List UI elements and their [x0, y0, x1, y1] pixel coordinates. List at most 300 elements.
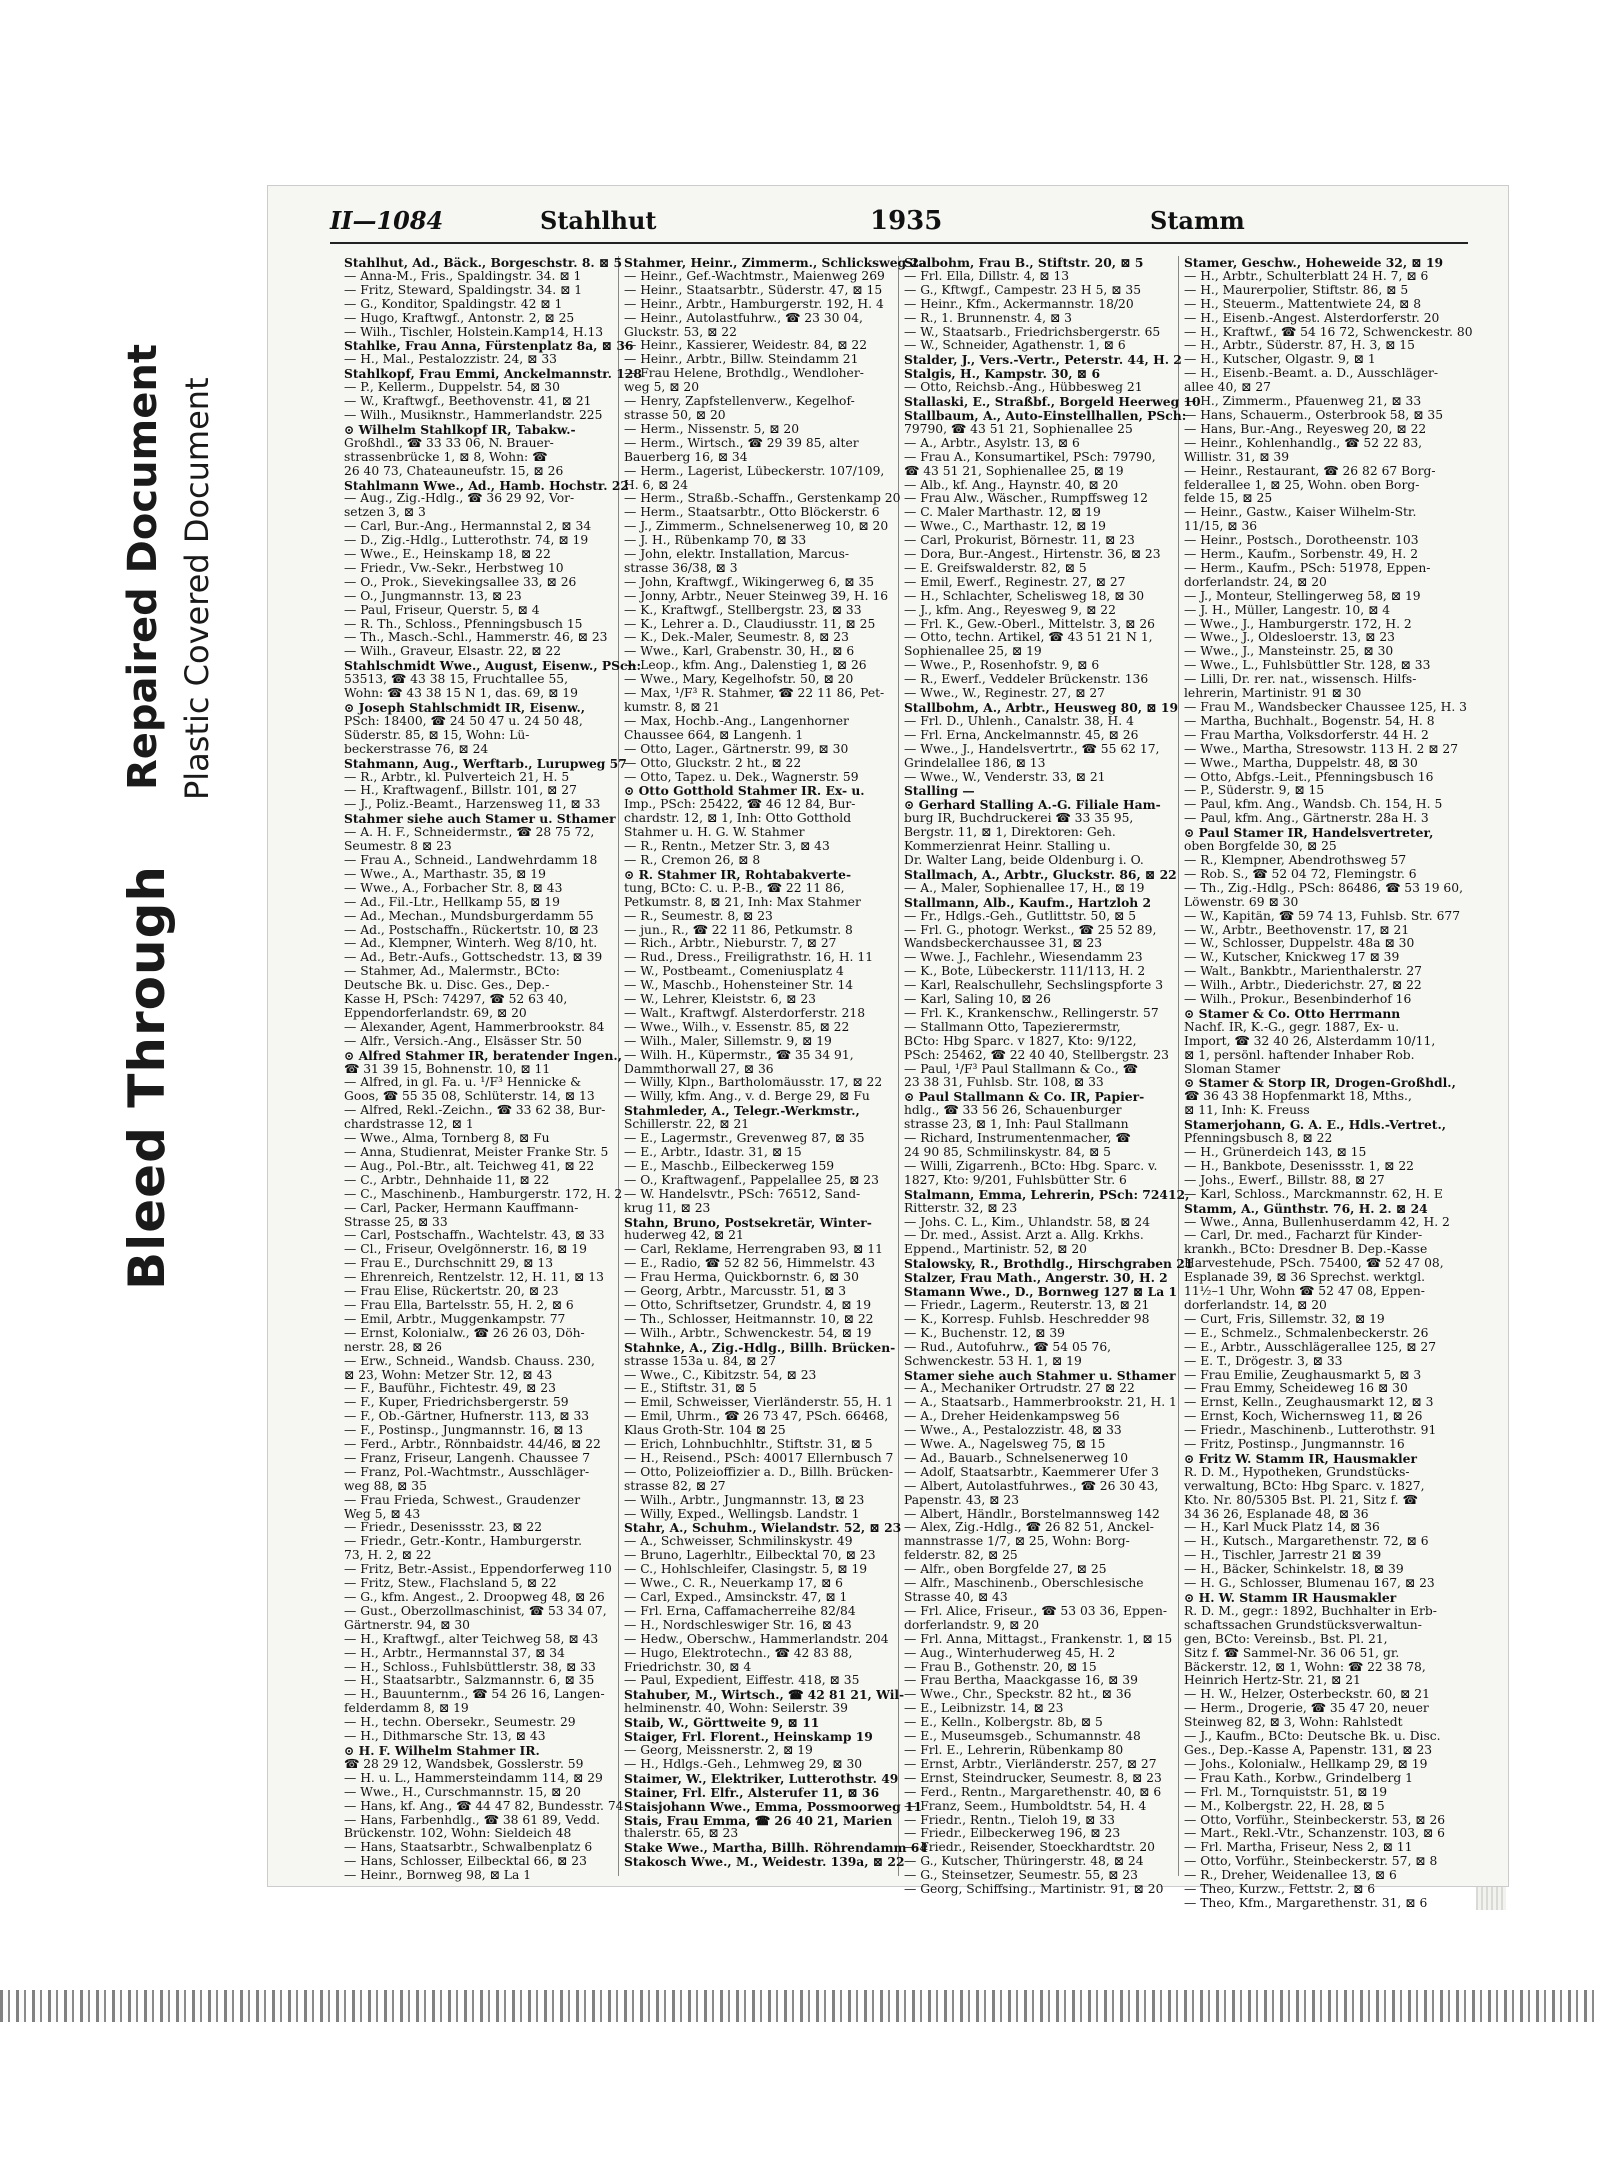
directory-entry: chardstrasse 12, ⊠ 1	[344, 1117, 474, 1132]
directory-entry: — Wilh., Arbtr., Schwenckestr. 54, ⊠ 19	[624, 1325, 872, 1340]
directory-entry: ⊙ Joseph Stahlschmidt IR, Eisenw.,	[344, 700, 586, 715]
directory-entry: — Stallmann Otto, Tapezierermstr,	[904, 1019, 1121, 1034]
directory-entry: — Richard, Instrumentenmacher, ☎	[904, 1131, 1131, 1146]
directory-entry: — Heinr., Arbtr., Hamburgerstr. 192, H. 4	[624, 296, 884, 311]
directory-entry: — Albert, Händlr., Borstelmannsweg 142	[904, 1506, 1160, 1521]
directory-entry: — H., Kraftwagenf., Billstr. 101, ⊠ 27	[344, 783, 577, 798]
directory-entry: — Frl. D., Uhlenh., Canalstr. 38, H. 4	[904, 713, 1134, 728]
directory-entry: — Emil, Uhrm., ☎ 26 73 47, PSch. 66468,	[624, 1409, 889, 1424]
directory-entry: 23 38 31, Fuhlsb. Str. 108, ⊠ 33	[904, 1075, 1104, 1090]
directory-entry: Stalbohm, Frau B., Stiftstr. 20, ⊠ 5	[904, 255, 1144, 270]
directory-entry: — Frl. M., Tornquiststr. 51, ⊠ 19	[1184, 1784, 1388, 1799]
directory-entry: — H., Kutsch., Margarethenstr. 72, ⊠ 6	[1184, 1534, 1429, 1549]
directory-entry: Bäckerstr. 12, ⊠ 1, Wohn: ☎ 22 38 78,	[1184, 1659, 1426, 1674]
directory-entry: — Frau Helene, Brothdlg., Wendloher-	[624, 366, 864, 381]
directory-entry: — H., Maurerpolier, Stiftstr. 86, ⊠ 5	[1184, 282, 1409, 297]
directory-entry: — Leop., kfm. Ang., Dalenstieg 1, ⊠ 26	[624, 658, 867, 673]
directory-entry: — Emil, Ewerf., Reginestr. 27, ⊠ 27	[904, 574, 1126, 589]
directory-entry: schaftssachen Grundstücksverwaltun-	[1184, 1617, 1422, 1632]
directory-entry: — Heinr., Kassierer, Weidestr. 84, ⊠ 22	[624, 338, 868, 353]
directory-entry: — H., Arbtr., Süderstr. 87, H. 3, ⊠ 15	[1184, 338, 1415, 353]
directory-entry: — Friedr., Maschinenb., Lutterothstr. 91	[1184, 1423, 1437, 1438]
directory-entry: — K., Dek.-Maler, Seumestr. 8, ⊠ 23	[624, 630, 849, 645]
directory-entry: — Frau Frieda, Schwest., Graudenzer	[344, 1492, 581, 1507]
directory-entry: R. D. M., Hypotheken, Grundstücks-	[1184, 1464, 1410, 1479]
directory-entry: Staisjohann Wwe., Emma, Possmoorweg 11	[624, 1798, 923, 1814]
directory-entry: — Heinr., Autolastfuhrw., ☎ 23 30 04,	[624, 310, 863, 325]
directory-entry: — Wwe., H., Curschmannstr. 15, ⊠ 20	[344, 1784, 581, 1799]
directory-entry: — Anna, Studienrat, Meister Franke Str. 5	[344, 1145, 609, 1159]
directory-entry: — E., Kelln., Kolbergstr. 8b, ⊠ 5	[904, 1715, 1103, 1730]
directory-entry: — H., Hdlgs.-Geh., Lehmweg 29, ⊠ 30	[624, 1756, 863, 1771]
directory-entry: gen, BCto: Vereinsb., Bst. Pl. 21,	[1184, 1631, 1388, 1646]
directory-entry: Strasse 40, ⊠ 43	[904, 1590, 1008, 1604]
directory-entry: Stamerjohann, G. A. E., Hdls.-Vertret.,	[1184, 1117, 1447, 1133]
directory-entry: — A. H. F., Schneidermstr., ☎ 28 75 72,	[344, 825, 595, 840]
directory-entry: — H., Steuerm., Mattentwiete 24, ⊠ 8	[1184, 296, 1422, 311]
directory-entry: — Wilh., Graveur, Elsastr. 22, ⊠ 22	[344, 644, 562, 659]
directory-entry: — Frl. K., Gew.-Oberl., Mittelstr. 3, ⊠ 26	[904, 616, 1155, 631]
directory-entry: ☎ 36 43 38 Hopfenmarkt 18, Mths.,	[1184, 1089, 1412, 1104]
directory-entry: Stahmleder, A., Telegr.-Werkmstr.,	[624, 1103, 860, 1119]
directory-entry: Friedrichstr. 30, ⊠ 4	[624, 1659, 752, 1674]
directory-entry: — Erich, Lohnbuchhltr., Stiftstr. 31, ⊠ 5	[624, 1437, 873, 1452]
directory-entry: — Hugo, Elektrotechn., ☎ 42 83 88,	[624, 1645, 853, 1660]
directory-entry: felderdamm 8, ⊠ 19	[344, 1701, 469, 1716]
directory-entry: Imp., PSch: 25422, ☎ 46 12 84, Bur-	[624, 797, 856, 812]
directory-entry: mannstrasse 1/7, ⊠ 25, Wohn: Borg-	[904, 1534, 1130, 1549]
directory-entry: — Frl. Alice, Friseur., ☎ 53 03 36, Eppen-	[904, 1603, 1168, 1618]
directory-entry: kumstr. 8, ⊠ 21	[624, 700, 721, 714]
directory-entry: — H., Schloss., Fuhlsbüttlerstr. 38, ⊠ 33	[344, 1659, 596, 1674]
directory-entry: — H., Arbtr., Schulterblatt 24 H. 7, ⊠ 6	[1184, 268, 1429, 283]
directory-entry: — Otto, Abfgs.-Leit., Pfenningsbusch 16	[1184, 769, 1434, 784]
directory-entry: — E., Arbtr., Idastr. 31, ⊠ 15	[624, 1145, 802, 1159]
directory-entry: — Willy, kfm. Ang., v. d. Berge 29, ⊠ Fu	[624, 1089, 870, 1104]
directory-entry: — Alex, Zig.-Hdlg., ☎ 26 82 51, Anckel-	[904, 1520, 1154, 1535]
directory-entry: Stalowsky, R., Brothdlg., Hirschgraben 21	[904, 1256, 1194, 1272]
header-year: 1935	[870, 206, 943, 236]
directory-entry: — Carl, Reklame, Herrengraben 93, ⊠ 11	[624, 1242, 883, 1257]
directory-entry: huderweg 42, ⊠ 21	[624, 1228, 744, 1243]
directory-entry: — Wwe., Karl, Grabenstr. 30, H., ⊠ 6	[624, 644, 855, 659]
directory-entry: — K., Bote, Lübeckerstr. 111/113, H. 2	[904, 964, 1146, 979]
directory-entry: — Ad., Postschaffn., Rückertstr. 10, ⊠ 23	[344, 922, 599, 937]
directory-entry: — Emil, Arbtr., Muggenkampstr. 77	[344, 1311, 566, 1326]
directory-entry: — Emil, Schweisser, Vierländerstr. 55, H. 1	[624, 1395, 894, 1410]
directory-entry: — H., Kraftwf., ☎ 54 16 72, Schwenckestr. 80	[1184, 324, 1473, 339]
directory-entry: Stais, Frau Emma, ☎ 26 40 21, Marien	[624, 1812, 893, 1828]
directory-entry: — W., Kraftwgf., Beethovenstr. 41, ⊠ 21	[344, 394, 592, 409]
directory-entry: Staimer, W., Elektriker, Lutterothstr. 49	[624, 1770, 899, 1786]
directory-entry: — Aug., Winterhuderweg 45, H. 2	[904, 1645, 1116, 1660]
directory-entry: — H., Reisend., PSch: 40017 Ellernbusch 7	[624, 1450, 894, 1465]
directory-entry: Stahlke, Frau Anna, Fürstenplatz 8a, ⊠ 36	[344, 338, 634, 354]
directory-entry: — Curt, Fris, Sillemstr. 32, ⊠ 19	[1184, 1311, 1385, 1326]
directory-entry: ⊠ 11, Inh: K. Freuss	[1184, 1103, 1310, 1118]
directory-entry: oben Borgfelde 30, ⊠ 25	[1184, 839, 1337, 854]
directory-entry: — E., Arbtr., Ausschlägerallee 125, ⊠ 27	[1184, 1339, 1437, 1354]
directory-entry: — Ernst, Arbtr., Vierländerstr. 257, ⊠ 27	[904, 1756, 1157, 1771]
directory-entry: Petkumstr. 8, ⊠ 21, Inh: Max Stahmer	[624, 894, 861, 909]
directory-entry: — Bruno, Lagerhltr., Eilbecktal 70, ⊠ 23	[624, 1548, 876, 1563]
directory-entry: ⊙ Gerhard Stalling A.-G. Filiale Ham-	[904, 797, 1161, 813]
directory-entry: 53513, ☎ 43 38 15, Fruchtallee 55,	[344, 672, 569, 687]
directory-entry: — Wwe., E., Heinskamp 18, ⊠ 22	[344, 547, 551, 562]
directory-entry: Stallmann, Alb., Kaufm., Hartzloh 2	[904, 894, 1152, 910]
directory-entry: — E. Greifswalderstr. 82, ⊠ 5	[904, 560, 1087, 575]
directory-entry: 11/15, ⊠ 36	[1184, 519, 1258, 534]
directory-entry: — Otto, Vorführ., Steinbeckerstr. 57, ⊠ 8	[1184, 1854, 1438, 1869]
directory-entry: — Hans, Schlosser, Eilbecktal 66, ⊠ 23	[344, 1854, 587, 1869]
directory-entry: Kto. Nr. 80/5305 Bst. Pl. 21, Sitz f. ☎	[1184, 1492, 1418, 1507]
directory-entry: — Frau A., Konsumartikel, PSch: 79790,	[904, 449, 1156, 464]
directory-entry: Stahuber, M., Wirtsch., ☎ 42 81 21, Wil-	[624, 1687, 905, 1703]
directory-entry: — Carl, Prokurist, Börnestr. 11, ⊠ 23	[904, 533, 1135, 548]
directory-entry: — Georg, Arbtr., Marcusstr. 51, ⊠ 3	[624, 1284, 847, 1299]
directory-entry: — Mart., Rekl.-Vtr., Schanzenstr. 103, ⊠ 6	[1184, 1826, 1445, 1841]
directory-entry: — H., Bäcker, Schinkelstr. 18, ⊠ 39	[1184, 1562, 1404, 1577]
directory-entry: — Fritz, Betr.-Assist., Eppendorferweg 110	[344, 1562, 612, 1577]
directory-entry: — Heinr., Staatsarbtr., Süderstr. 47, ⊠ 15	[624, 282, 883, 297]
directory-entry: — Otto, Tapez. u. Dek., Wagnerstr. 59	[624, 769, 859, 784]
directory-entry: Stahr, A., Schuhm., Wielandstr. 52, ⊠ 23	[624, 1520, 902, 1536]
directory-entry: Strasse 25, ⊠ 33	[344, 1214, 448, 1229]
directory-entry: burg IR, Buchdruckerei ☎ 33 35 95,	[904, 811, 1134, 826]
directory-entry: Dr. Walter Lang, beide Oldenburg i. O.	[904, 852, 1144, 867]
directory-entry: tung, BCto: C. u. P.-B., ☎ 22 11 86,	[624, 880, 845, 895]
directory-entry: Stahmer, Heinr., Zimmerm., Schlicksweg 2a	[624, 255, 927, 270]
directory-entry: Stamer, Geschw., Hoheweide 32, ⊠ 19	[1184, 255, 1444, 270]
directory-entry: — Wwe., Alma, Tornberg 8, ⊠ Fu	[344, 1131, 550, 1146]
directory-entry: — Walt., Bankbtr., Marienthalerstr. 27	[1184, 964, 1422, 979]
directory-entry: — H., Mal., Pestalozzistr. 24, ⊠ 33	[344, 352, 557, 367]
directory-entry: Steinweg 82, ⊠ 3, Wohn: Rahlstedt	[1184, 1715, 1403, 1730]
directory-entry: ⊙ H. F. Wilhelm Stahmer IR.	[344, 1742, 540, 1758]
directory-entry: — Anna-M., Fris., Spaldingstr. 34. ⊠ 1	[344, 268, 582, 283]
directory-entry: — H. u. L., Hammersteindamm 114, ⊠ 29	[344, 1770, 603, 1785]
directory-entry: — Carl, Packer, Hermann Kauffmann-	[344, 1200, 579, 1215]
directory-entry: dorferlandstr. 14, ⊠ 20	[1184, 1297, 1327, 1312]
directory-entry: — Wwe., Chr., Speckstr. 82 ht., ⊠ 36	[904, 1687, 1132, 1702]
directory-entry: — Carl, Bur.-Ang., Hermannstal 2, ⊠ 34	[344, 519, 592, 534]
directory-entry: — H., Kutscher, Olgastr. 9, ⊠ 1	[1184, 352, 1376, 367]
directory-entry: — Max, ¹/F³ R. Stahmer, ☎ 22 11 86, Pet-	[624, 686, 885, 701]
directory-entry: — Ad., Fil.-Ltr., Hellkamp 55, ⊠ 19	[344, 894, 560, 909]
directory-entry: — M., Kolbergstr. 22, H. 28, ⊠ 5	[1184, 1798, 1385, 1813]
directory-entry: Stahmann, Aug., Werftarb., Lurupweg 57	[344, 755, 627, 771]
directory-entry: Nachf. IR, K.-G., gegr. 1887, Ex- u.	[1184, 1019, 1400, 1034]
directory-entry: ☎ 31 39 15, Bohnenstr. 10, ⊠ 11	[344, 1061, 551, 1076]
directory-entry: — Adolf, Staatsarbtr., Kaemmerer Ufer 3	[904, 1464, 1159, 1479]
directory-entry: strasse 153a u. 84, ⊠ 27	[624, 1353, 777, 1368]
directory-entry: strasse 36/38, ⊠ 3	[624, 560, 738, 575]
directory-entry: Eppend., Martinistr. 52, ⊠ 20	[904, 1242, 1087, 1257]
directory-entry: — Ferd., Arbtr., Rönnbaidstr. 44/46, ⊠ 22	[344, 1437, 601, 1452]
directory-entry: Import, ☎ 32 40 26, Alsterdamm 10/11,	[1184, 1033, 1436, 1048]
directory-entry: Gluckstr. 53, ⊠ 22	[624, 324, 737, 339]
directory-entry: — Wwe., A., Marthastr. 35, ⊠ 19	[344, 866, 546, 881]
directory-entry: — R., Arbtr., kl. Pulverteich 21, H. 5	[344, 769, 570, 784]
directory-entry: — Ernst, Kelln., Zeughausmarkt 12, ⊠ 3	[1184, 1395, 1434, 1410]
directory-entry: — Gust., Oberzollmaschinist, ☎ 53 34 07,	[344, 1603, 607, 1618]
directory-entry: ⊠ 1, persönl. haftender Inhaber Rob.	[1184, 1047, 1415, 1062]
directory-entry: — Friedr., Vw.-Sekr., Herbstweg 10	[344, 560, 564, 575]
directory-entry: — Paul, Expedient, Eiffestr. 418, ⊠ 35	[624, 1673, 860, 1688]
directory-entry: — Martha, Buchhalt., Bogenstr. 54, H. 8	[1184, 713, 1435, 728]
directory-entry: — Johs. C. L., Kim., Uhlandstr. 58, ⊠ 24	[904, 1214, 1151, 1229]
directory-entry: — Carl, Postschaffn., Wachtelstr. 43, ⊠ 33	[344, 1228, 605, 1243]
directory-entry: Brückenstr. 102, Wohn: Sieldeich 48	[344, 1826, 572, 1841]
directory-entry: — A., Mechaniker Ortrudstr. 27 ⊠ 22	[904, 1381, 1135, 1396]
directory-entry: — C., Hohlschleifer, Clasingstr. 5, ⊠ 19	[624, 1562, 868, 1577]
directory-entry: — E., Lagermstr., Grevenweg 87, ⊠ 35	[624, 1131, 865, 1146]
directory-entry: — Frl. Ella, Dillstr. 4, ⊠ 13	[904, 268, 1070, 283]
directory-entry: — jun., R., ☎ 22 11 86, Petkumstr. 8	[624, 922, 853, 937]
directory-entry: — Frau M., Wandsbecker Chaussee 125, H. 3	[1184, 700, 1467, 714]
directory-entry: — Rob. S., ☎ 52 04 72, Flemingstr. 6	[1184, 866, 1417, 881]
directory-entry: Schwenckestr. 53 H. 1, ⊠ 19	[904, 1353, 1082, 1368]
directory-entry: helminenstr. 40, Wohn: Seilerstr. 39	[624, 1701, 848, 1716]
directory-entry: — Rud., Dress., Freiligrathstr. 16, H. 11	[624, 950, 874, 965]
directory-entry: — Aug., Zig.-Hdlg., ☎ 36 29 92, Vor-	[344, 491, 575, 506]
directory-entry: — W. Handelsvtr., PSch: 76512, Sand-	[624, 1186, 861, 1201]
directory-entry: — Wwe. A., Nagelsweg 75, ⊠ 15	[904, 1437, 1106, 1452]
directory-entry: strasse 82, ⊠ 27	[624, 1478, 726, 1493]
directory-entry: — E., Leibnizstr. 14, ⊠ 23	[904, 1701, 1064, 1716]
directory-entry: Stahnke, A., Zig.-Hdlg., Billh. Brücken-	[624, 1339, 896, 1355]
directory-entry: Dammthorwall 27, ⊠ 36	[624, 1061, 774, 1076]
directory-entry: — Carl, Exped., Amsinckstr. 47, ⊠ 1	[624, 1590, 848, 1604]
directory-entry: — Georg, Schiffsing., Martinistr. 91, ⊠ 20	[904, 1882, 1164, 1897]
directory-entry: — Wwe., A., Pestalozzistr. 48, ⊠ 33	[904, 1423, 1122, 1438]
directory-entry: — Alfr., oben Borgfelde 27, ⊠ 25	[904, 1562, 1107, 1577]
directory-entry: ⊠ 23, Wohn: Metzer Str. 12, ⊠ 43	[344, 1367, 553, 1382]
directory-entry: — Wilh., Arbtr., Diederichstr. 27, ⊠ 22	[1184, 978, 1422, 993]
directory-entry: — Heinr., Gastw., Kaiser Wilhelm-Str.	[1184, 505, 1417, 520]
directory-entry: Stahmer siehe auch Stamer u. Sthamer	[344, 811, 616, 827]
directory-entry: Weg 5, ⊠ 43	[344, 1506, 421, 1521]
directory-entry: — Wwe., J., Handelsvertrtr., ☎ 55 62 17,	[904, 741, 1160, 756]
directory-entry: — F., Postinsp., Jungmannstr. 16, ⊠ 13	[344, 1423, 584, 1438]
directory-entry: — Ad., Bauarb., Schnelsenerweg 10	[904, 1450, 1129, 1465]
directory-entry: — Frau Emilie, Zeughausmarkt 5, ⊠ 3	[1184, 1367, 1422, 1382]
header-right-keyword: Stamm	[1150, 206, 1245, 235]
directory-entry: — R., Rentn., Metzer Str. 3, ⊠ 43	[624, 839, 830, 854]
directory-entry: — Frl. Martha, Friseur, Ness 2, ⊠ 11	[1184, 1840, 1413, 1855]
directory-entry: R. D. M., gegr.: 1892, Buchhalter in Erb-	[1184, 1603, 1437, 1618]
directory-entry: — E., Stiftstr. 31, ⊠ 5	[624, 1381, 757, 1396]
directory-entry: — K., Korresp. Fuhlsb. Heschredder 98	[904, 1311, 1150, 1326]
directory-entry: allee 40, ⊠ 27	[1184, 380, 1271, 395]
directory-entry: — Frau A., Schneid., Landwehrdamm 18	[344, 852, 598, 867]
directory-entry: — A., Maler, Sophienallee 17, H., ⊠ 19	[904, 880, 1145, 895]
directory-entry: 1827, Kto: 9/201, Fuhlsbütter Str. 6	[904, 1172, 1127, 1187]
directory-entry: — Theo, Kfm., Margarethenstr. 31, ⊠ 6	[1184, 1895, 1428, 1910]
directory-entry: Stallaski, E., Straßbf., Borgeld Heerweg 10	[904, 394, 1201, 410]
directory-entry: — H., Bauunternm., ☎ 54 26 16, Langen-	[344, 1687, 605, 1702]
directory-entry: — Hans, Bur.-Ang., Reyesweg 20, ⊠ 22	[1184, 421, 1427, 436]
directory-entry: — Paul, ¹/F³ Paul Stallmann & Co., ☎	[904, 1061, 1138, 1076]
directory-entry: — H., Tischler, Jarrestr 21 ⊠ 39	[1184, 1548, 1382, 1563]
directory-entry: — Wwe., C., Kibitzstr. 54, ⊠ 23	[624, 1367, 817, 1382]
directory-entry: — Friedr., Lagerm., Reuterstr. 13, ⊠ 21	[904, 1297, 1150, 1312]
directory-entry: — Hans, Schauerm., Osterbrook 58, ⊠ 35	[1184, 407, 1444, 422]
directory-entry: — C. Maler Marthastr. 12, ⊠ 19	[904, 505, 1101, 520]
directory-entry: Bauerberg 16, ⊠ 34	[624, 449, 748, 464]
directory-entry: dorferlandstr. 24, ⊠ 20	[1184, 574, 1327, 589]
directory-entry: — C., Arbtr., Dehnhaide 11, ⊠ 22	[344, 1172, 550, 1187]
directory-entry: — Ernst, Kolonialw., ☎ 26 26 03, Döh-	[344, 1325, 585, 1340]
directory-entry: krankh., BCto: Dresdner B. Dep.-Kasse	[1184, 1242, 1428, 1257]
directory-entry: — H., Kraftwgf., alter Teichweg 58, ⊠ 43	[344, 1631, 599, 1646]
directory-entry: — Frl. Erna, Anckelmannstr. 45, ⊠ 26	[904, 727, 1139, 742]
directory-entry: — Friedr., Reisender, Stoeckhardtstr. 20	[904, 1840, 1155, 1855]
directory-entry: ⊙ Paul Stallmann & Co. IR, Papier-	[904, 1089, 1145, 1105]
directory-entry: ⊙ Paul Stamer IR, Handelsvertreter,	[1184, 825, 1434, 841]
bleed-through-label: Bleed Through	[118, 865, 176, 1290]
directory-entry: — Frau Herma, Quickbornstr. 6, ⊠ 30	[624, 1270, 859, 1285]
directory-entry: Willistr. 31, ⊠ 39	[1184, 449, 1290, 464]
directory-entry: — Wwe., L., Fuhlsbüttler Str. 128, ⊠ 33	[1184, 658, 1431, 673]
directory-entry: — W., Arbtr., Beethovenstr. 17, ⊠ 21	[1184, 922, 1410, 937]
directory-entry: — Jonny, Arbtr., Neuer Steinweg 39, H. 16	[624, 588, 889, 603]
directory-entry: Staiger, Frl. Florent., Heinskamp 19	[624, 1729, 873, 1745]
directory-entry: — Fritz, Postinsp., Jungmannstr. 16	[1184, 1437, 1405, 1452]
directory-entry: — Frl. Erna, Caffamacherreihe 82/84	[624, 1603, 856, 1618]
directory-entry: — O., Jungmannstr. 13, ⊠ 23	[344, 588, 522, 603]
directory-entry: Grindelallee 186, ⊠ 13	[904, 755, 1046, 770]
directory-page	[268, 186, 1508, 1910]
directory-entry: Pfenningsbusch 8, ⊠ 22	[1184, 1131, 1333, 1146]
directory-entry: BCto: Hbg Sparc. v 1827, Kto: 9/122,	[904, 1033, 1137, 1048]
directory-entry: — Dora, Bur.-Angest., Hirtenstr. 36, ⊠ 23	[904, 547, 1161, 562]
directory-entry: — Ehrenreich, Rentzelstr. 12, H. 11, ⊠ 13	[344, 1270, 604, 1285]
directory-entry: weg 88, ⊠ 35	[344, 1478, 427, 1493]
directory-entry: Stahn, Bruno, Postsekretär, Winter-	[624, 1214, 872, 1230]
directory-entry: — Th., Masch.-Schl., Hammerstr. 46, ⊠ 23	[344, 630, 608, 645]
directory-entry: — Wwe., J., Oldesloerstr. 13, ⊠ 23	[1184, 630, 1395, 645]
directory-entry: — K., Buchenstr. 12, ⊠ 39	[904, 1325, 1066, 1340]
directory-entry: Papenstr. 43, ⊠ 23	[904, 1492, 1020, 1507]
directory-entry: Stamann Wwe., D., Bornweg 127 ⊠ La 1	[904, 1284, 1178, 1300]
directory-entry: — Alfr., Maschinenb., Oberschlesische	[904, 1576, 1144, 1591]
directory-entry: thalerstr. 65, ⊠ 23	[624, 1826, 739, 1841]
directory-entry: — H., Dithmarsche Str. 13, ⊠ 43	[344, 1729, 546, 1744]
directory-entry: — Hedw., Oberschw., Hammerlandstr. 204	[624, 1631, 889, 1646]
directory-entry: 11½–1 Uhr, Wohn ☎ 52 47 08, Eppen-	[1184, 1284, 1425, 1299]
directory-entry: Ritterstr. 32, ⊠ 23	[904, 1200, 1018, 1215]
directory-entry: Klaus Groth-Str. 104 ⊠ 25	[624, 1423, 786, 1438]
directory-entry: — Karl, Realschullehr, Sechslingspforte 3	[904, 978, 1164, 993]
directory-entry: — H., Bankbote, Desenissstr. 1, ⊠ 22	[1184, 1158, 1415, 1173]
directory-entry: — Ad., Mechan., Mundsburgerdamm 55	[344, 908, 594, 923]
directory-entry: — H., Eisenb.-Angest. Alsterdorferstr. 20	[1184, 310, 1440, 325]
directory-entry: — Wwe., P., Rosenhofstr. 9, ⊠ 6	[904, 658, 1100, 673]
directory-entry: — Otto, Lager., Gärtnerstr. 99, ⊠ 30	[624, 741, 849, 756]
directory-entry: ⊙ Otto Gotthold Stahmer IR. Ex- u.	[624, 783, 865, 799]
directory-entry: — Frau B., Gothenstr. 20, ⊠ 15	[904, 1659, 1097, 1674]
directory-entry: — Willi, Zigarrenh., BCto: Hbg. Sparc. v.	[904, 1158, 1158, 1173]
directory-entry: — Wwe., Martha, Duppelstr. 48, ⊠ 30	[1184, 755, 1418, 770]
directory-entry: — Wilh., Tischler, Holstein.Kamp14, H.13	[344, 324, 604, 339]
directory-entry: nerstr. 28, ⊠ 26	[344, 1339, 442, 1354]
directory-entry: — Frau Kath., Korbw., Grindelberg 1	[1184, 1770, 1413, 1785]
directory-entry: felderallee 1, ⊠ 25, Wohn. oben Borg-	[1184, 477, 1420, 492]
directory-entry: — Alexander, Agent, Hammerbrookstr. 84	[344, 1019, 605, 1034]
directory-entry: — Frau Elise, Rückertstr. 20, ⊠ 23	[344, 1284, 559, 1299]
directory-entry: Stahlkopf, Frau Emmi, Anckelmannstr. 128	[344, 366, 642, 382]
directory-entry: — F., Ob.-Gärtner, Hufnerstr. 113, ⊠ 33	[344, 1409, 590, 1424]
directory-entry: — Wilh. H., Küpermstr., ☎ 35 34 91,	[624, 1047, 854, 1062]
directory-entry: — A., Staatsarb., Hammerbrookstr. 21, H. 1	[904, 1395, 1177, 1410]
directory-entry: — Otto, Polizeioffizier a. D., Billh. Brücken-	[624, 1464, 894, 1479]
directory-entry: — Stahmer, Ad., Malermstr., BCto:	[344, 964, 560, 979]
directory-entry: — Herm., Staatsarbtr., Otto Blöckerstr. 6	[624, 505, 880, 520]
directory-entry: — O., Prok., Sievekingsallee 33, ⊠ 26	[344, 574, 577, 589]
directory-entry: — F., Bauführ., Fichtestr. 49, ⊠ 23	[344, 1381, 556, 1396]
scan-edge-strip	[0, 1990, 1600, 2022]
directory-entry: H. 6, ⊠ 24	[624, 477, 689, 492]
directory-entry: — Paul, kfm. Ang., Wandsb. Ch. 154, H. 5	[1184, 797, 1443, 812]
directory-entry: — E., Radio, ☎ 52 82 56, Himmelstr. 43	[624, 1256, 876, 1271]
directory-entry: beckerstrasse 76, ⊠ 24	[344, 741, 489, 756]
directory-entry: — Heinr., Kfm., Ackermannstr. 18/20	[904, 296, 1134, 311]
directory-entry: — Johs., Ewerf., Billstr. 88, ⊠ 27	[1184, 1172, 1385, 1187]
directory-entry: Ges., Dep.-Kasse A, Papenstr. 131, ⊠ 23	[1184, 1742, 1433, 1757]
directory-entry: Sitz f. ☎ Sammel-Nr. 36 06 51, gr.	[1184, 1645, 1400, 1660]
directory-entry: — R., Klempner, Abendrothsweg 57	[1184, 852, 1407, 867]
directory-entry: — Hans, Staatsarbtr., Schwalbenplatz 6	[344, 1840, 593, 1855]
directory-column-2	[624, 255, 928, 1876]
directory-entry: Stalzer, Frau Math., Angerstr. 30, H. 2	[904, 1270, 1168, 1286]
directory-entry: — Otto, Vorführ., Steinbeckerstr. 53, ⊠ 26	[1184, 1812, 1446, 1827]
directory-entry: — Paul, kfm. Ang., Gärtnerstr. 28a H. 3	[1184, 811, 1429, 826]
directory-entry: — A., Schweisser, Schmilinskystr. 49	[624, 1534, 853, 1549]
directory-entry: 34 36 26, Esplanade 48, ⊠ 36	[1184, 1506, 1369, 1521]
directory-entry: — Karl, Saling 10, ⊠ 26	[904, 992, 1051, 1007]
directory-entry: — Erw., Schneid., Wandsb. Chauss. 230,	[344, 1353, 595, 1368]
directory-entry: ⊙ H. W. Stamm IR Hausmakler	[1184, 1590, 1397, 1605]
directory-entry: Stalmann, Emma, Lehrerin, PSch: 72412,	[904, 1186, 1190, 1202]
directory-entry: — Hans, kf. Ang., ☎ 44 47 82, Bundesstr. 74	[344, 1798, 624, 1813]
directory-entry: — Frl. K., Krankenschw., Rellingerstr. 57	[904, 1005, 1159, 1020]
directory-entry: Stallbohm, A., Arbtr., Heusweg 80, ⊠ 19	[904, 700, 1179, 715]
directory-entry: — Franz, Seem., Humboldtstr. 54, H. 4	[904, 1798, 1147, 1813]
directory-entry: Harvestehude, PSch. 75400, ☎ 52 47 08,	[1184, 1256, 1444, 1271]
directory-entry: lehrerin, Martinistr. 91 ⊠ 30	[1184, 686, 1362, 701]
directory-entry: Stallbaum, A., Auto-Einstellhallen, PSch:	[904, 407, 1187, 423]
directory-entry: Stamm, A., Günthstr. 76, H. 2. ⊠ 24	[1184, 1200, 1428, 1216]
directory-entry: Stalgis, H., Kampstr. 30, ⊠ 6	[904, 366, 1101, 382]
directory-entry: — Wilh., Arbtr., Jungmannstr. 13, ⊠ 23	[624, 1492, 865, 1507]
directory-entry: setzen 3, ⊠ 3	[344, 505, 426, 520]
directory-entry: — W., Lehrer, Kleiststr. 6, ⊠ 23	[624, 992, 816, 1007]
directory-entry: — Heinr., Kohlenhandlg., ☎ 52 22 83,	[1184, 435, 1423, 450]
directory-entry: Stainer, Frl. Elfr., Alsterufer 11, ⊠ 36	[624, 1784, 880, 1800]
directory-entry: — Wwe., Wilh., v. Essenstr. 85, ⊠ 22	[624, 1019, 850, 1034]
directory-entry: Heinrich Hertz-Str. 21, ⊠ 21	[1184, 1673, 1361, 1688]
directory-entry: — Frau E., Durchschnitt 29, ⊠ 13	[344, 1256, 554, 1271]
directory-entry: — Th., Zig.-Hdlg., PSch: 86486, ☎ 53 19 60,	[1184, 880, 1463, 895]
directory-entry: — Frau Ella, Bartelsstr. 55, H. 2, ⊠ 6	[344, 1297, 574, 1312]
directory-entry: — E., Maschb., Eilbeckerweg 159	[624, 1158, 835, 1173]
directory-entry: 73, H. 2, ⊠ 22	[344, 1548, 432, 1563]
directory-entry: — Frl. Anna, Mittagst., Frankenstr. 1, ⊠ 15	[904, 1631, 1173, 1646]
directory-entry: Stahlmann Wwe., Ad., Hamb. Hochstr. 22	[344, 477, 629, 493]
directory-entry: — W., Schneider, Agathenstr. 1, ⊠ 6	[904, 338, 1126, 353]
directory-entry: — Karl, Schloss., Marckmannstr. 62, H. E	[1184, 1186, 1443, 1201]
